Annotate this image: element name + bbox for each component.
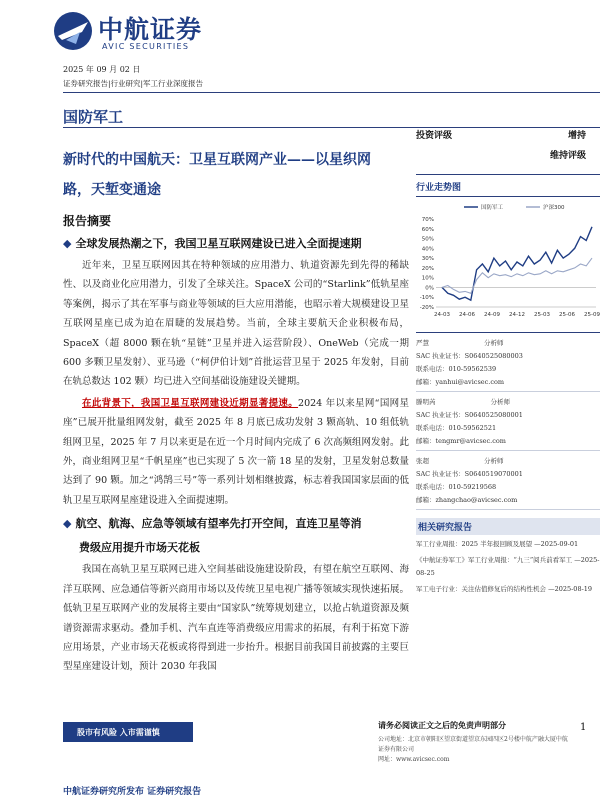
y-tick-label: 10% — [421, 275, 434, 282]
bullet-2-line-1: 航空、航海、应急等领域有望率先打开空间，直连卫星等消 — [75, 517, 362, 531]
y-tick-label: -20% — [419, 305, 434, 311]
x-tick-label: 24-12 — [509, 312, 525, 318]
rating-value: 增持 — [567, 131, 586, 141]
related-report-item[interactable]: 军工行业周报：2025 半年报回顾及展望 —2025-09-01 — [416, 540, 579, 548]
analyst-name-row — [416, 337, 600, 350]
y-tick-label: -10% — [419, 295, 434, 302]
risk-warning-text: 股市有风险 入市需谨慎 — [77, 727, 160, 737]
x-tick-label: 24-09 — [484, 312, 500, 318]
rating-sub: 维持评级 — [549, 151, 586, 161]
paragraph-1: 近年来，卫星互联网因其在特种领域的应用潜力、轨道资源先到先得的稀缺性、以及商业化应用潜力，引发了全球关注。SpaceX 公司的“Starlink”低轨星座等案例，揭示了其在军事与商业等领域的巨大应用潜能，也昭示着大规模建设卫星互联网星座已成为迫在眉睫的发展趋势。当前，全球主要航天企业积极布局，SpaceX（超 8000 颗在轨“星链”卫星并进入运营阶段）、OneWeb（完成一期 600 多颗卫星发射）、亚马逊（“柯伊伯计划”首批运营卫星于 2025 年发射，目前在轨总数达 102 颗）均已进入空间基础设施建设关键期。 — [63, 260, 409, 388]
logo-mark-icon — [52, 10, 94, 52]
report-category: 证券研究报告|行业研究|军工行业深度报告 — [63, 79, 204, 88]
analyst-cert: SAC 执业证书：S0640525080001 — [416, 411, 523, 419]
x-tick-label: 25-03 — [534, 312, 550, 318]
analyst-role: 分析师 — [490, 398, 510, 406]
y-tick-label: 20% — [421, 265, 434, 272]
summary-heading: 报告摘要 — [63, 214, 112, 228]
paragraph-3: 我国在高轨卫星互联网已进入空间基础设施建设阶段，有望在航空互联网、海洋互联网、应急通信等新兴商用市场以及传统卫星电视广播等领域实现快速拓展。低轨卫星互联网产业的发展将主要由“国家队”统筹规划建立，以抢占轨道资源及频谱资源需求驱动。叠加手机、汽车直连等消费级应用需求的拓展，有利于拓宽下游应用场景，产业市场天花板或将得到进一步抬升。根据目前我国目前披露的主要巨型星座建设计划，预计 2030 年我国 — [63, 564, 409, 673]
x-tick-label: 24-06 — [459, 312, 475, 318]
legend-label: 国防军工 — [481, 205, 504, 211]
report-title — [63, 145, 413, 205]
x-tick-label: 24-03 — [434, 312, 450, 318]
bullet-heading-1 — [63, 232, 409, 256]
analyst-role: 分析师 — [484, 457, 504, 465]
analyst-email[interactable]: 邮箱：zhangchao@avicsec.com — [416, 496, 518, 504]
paragraph-2-rest: 2024 年以来星网“国网星座”已展开批量组网发射，截至 2025 年 8 月底已成功发射 3 颗高轨、10 组低轨组网卫星，2025 年 7 月以来更是在近一个月时间内完成了 6 次高频组网发射。此外，商业组网卫星“千帆星座”也已实现了 5 次一箭 18 星的发射，卫星发射总数量达到了 90 颗。加之“鸿鹄三号”等一系列计划相继披露，标志着我国国家层面的低轨卫星互联网星座建设进入全面提速期。 — [63, 397, 409, 506]
right-column — [416, 126, 600, 596]
chart-heading: 行业走势图 — [416, 183, 462, 193]
sector-title: 国防军工 — [63, 108, 124, 126]
analyst-cert: SAC 执业证书：S0640525080003 — [416, 352, 523, 360]
bullet-1-text: 全球发展热潮之下，我国卫星互联网建设已进入全面提速期 — [75, 237, 362, 250]
related-heading: 相关研究报告 — [416, 518, 600, 535]
diamond-icon: ◆ — [63, 517, 72, 531]
analyst-name-row — [416, 455, 600, 468]
related-list — [416, 538, 600, 596]
main-body — [63, 232, 409, 677]
x-tick-label: 25-09 — [584, 312, 600, 318]
title-line-1: 新时代的中国航天：卫星互联网产业——以星织网 — [63, 152, 371, 168]
trend-chart — [416, 199, 600, 329]
company-address: 公司地址：北京市朝阳区望京街道望京东园四区2号楼中航产融大厦中航证券有限公司 — [378, 736, 568, 753]
analyst-name: 严慧 — [416, 339, 429, 347]
y-tick-label: 0% — [425, 285, 434, 292]
highlight-text: 在此背景下，我国卫星互联网建设近期显著提速。 — [82, 397, 299, 409]
analyst-card — [416, 455, 600, 510]
analyst-tel: 联系电话：010-59562521 — [416, 424, 497, 432]
report-date: 2025 年 09 月 02 日 — [63, 65, 141, 74]
related-report-item[interactable]: 军工电子行业：关注估值修复后的结构性机会 —2025-08-19 — [416, 585, 593, 593]
title-line-2: 路，天堑变通途 — [63, 182, 161, 198]
analyst-name-row — [416, 396, 600, 409]
analyst-tel: 联系电话：010-59219568 — [416, 483, 497, 491]
header-divider — [63, 92, 600, 93]
related-report-item[interactable]: 《中航证券军工》军工行业周报：“九三”阅兵前看军工 —2025-08-25 — [416, 556, 600, 577]
logo-text-zh: 中航证券 — [98, 15, 203, 44]
chart-heading-divider — [416, 196, 600, 197]
analyst-list — [416, 337, 600, 510]
footer-info — [378, 720, 568, 765]
disclaimer-text: 请务必阅读正文之后的免责声明部分 — [378, 720, 506, 730]
diamond-icon: ◆ — [63, 237, 72, 250]
analyst-email[interactable]: 邮箱：tengmr@avicsec.com — [416, 437, 506, 445]
footer-bottom-text: 中航证券研究所发布 证券研究报告 — [63, 787, 202, 797]
analyst-name: 滕明芮 — [416, 398, 436, 406]
x-tick-label: 25-06 — [559, 312, 575, 318]
rating-divider — [416, 174, 600, 175]
bullet-heading-2 — [63, 512, 409, 560]
rating-label: 投资评级 — [416, 131, 453, 141]
risk-warning-box — [63, 722, 193, 742]
paragraph-2 — [63, 394, 409, 510]
analyst-tel: 联系电话：010-59562539 — [416, 365, 497, 373]
analyst-role: 分析师 — [484, 339, 504, 347]
analyst-card — [416, 396, 600, 451]
legend-label: 沪深300 — [543, 205, 565, 211]
page-number: 1 — [580, 722, 587, 733]
analyst-name: 张超 — [416, 457, 429, 465]
y-tick-label: 30% — [421, 256, 434, 263]
rating-block — [416, 126, 600, 166]
chart-bottom-divider — [416, 332, 600, 333]
company-website[interactable]: 网址：www.avicsec.com — [378, 756, 450, 763]
analyst-card — [416, 337, 600, 392]
analyst-email[interactable]: 邮箱：yanhui@avicsec.com — [416, 378, 505, 386]
y-tick-label: 50% — [421, 236, 434, 243]
company-logo — [52, 10, 202, 54]
y-tick-label: 70% — [421, 217, 434, 223]
series-line-defense — [442, 227, 592, 300]
analyst-cert: SAC 执业证书：S0640519070001 — [416, 470, 523, 478]
logo-text-en: AVIC SECURITIES — [102, 42, 190, 51]
series-line-csi300 — [442, 258, 592, 293]
bullet-2-line-2: 费级应用提升市场天花板 — [79, 541, 200, 555]
y-tick-label: 60% — [421, 226, 434, 233]
y-tick-label: 40% — [421, 246, 434, 253]
